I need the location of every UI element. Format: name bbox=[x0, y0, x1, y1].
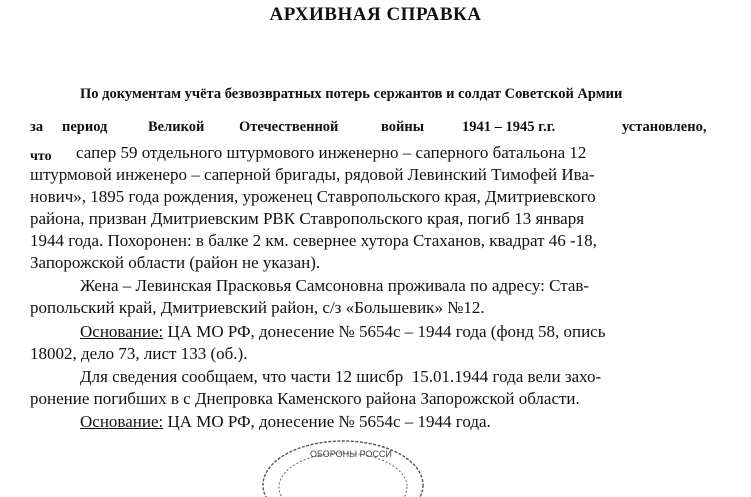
basis-2-label: Основание: bbox=[80, 412, 164, 431]
intro-word-otechestvennoy: Отечественной bbox=[239, 119, 339, 135]
intro-years: 1941 – 1945 г.г. bbox=[462, 119, 556, 135]
basis-2-text: ЦА МО РФ, донесение № 5654с – 1944 года. bbox=[163, 412, 491, 431]
body-line-5: 1944 года. Похоронен: в балке 2 км. севернее хутора Стаханов, квадрат 46 -18, bbox=[30, 231, 597, 250]
intro-line-1: По документам учёта безвозвратных потерь сержантов и солдат Советской Армии bbox=[80, 86, 623, 102]
intro-word-velikoy: Великой bbox=[148, 119, 205, 135]
intro-word-voyny: войны bbox=[381, 119, 425, 135]
basis-1-label: Основание: bbox=[80, 322, 164, 341]
intro-word-za: за bbox=[30, 119, 44, 135]
wife-line-2: ропольский край, Дмитриевский район, с/з «Большевик» №12. bbox=[30, 298, 485, 317]
body-line-4: района, призван Дмитриевским РВК Ставропольского края, погиб 13 января bbox=[30, 209, 585, 228]
intro-word-period: период bbox=[62, 119, 108, 135]
stamp-text: ОБОРОНЫ РОССИ bbox=[310, 449, 392, 459]
basis-2-line bbox=[80, 412, 491, 432]
info-line-2: ронение погибших в с Днепровка Каменского района Запорожской области. bbox=[30, 389, 580, 408]
basis-1-line-1 bbox=[80, 322, 605, 342]
body-line-2: штурмовой инженеро – саперной бригады, рядовой Левинский Тимофей Ива- bbox=[30, 165, 595, 184]
intro-word-ustanovleno: установлено, bbox=[622, 119, 707, 135]
intro-line-2 bbox=[30, 119, 720, 139]
basis-1-text: ЦА МО РФ, донесение № 5654с – 1944 года (фонд 58, опись bbox=[163, 322, 606, 341]
body-line-3: нович», 1895 года рождения, уроженец Ставропольского края, Дмитриевского bbox=[30, 187, 596, 206]
official-stamp bbox=[258, 437, 428, 497]
document-title: АРХИВНАЯ СПРАВКА bbox=[269, 4, 482, 25]
body-line-6: Запорожской области (район не указан). bbox=[30, 253, 321, 272]
intro-word-chto: что bbox=[30, 149, 52, 164]
body-line-1: сапер 59 отдельного штурмового инженерно – саперного батальона 12 bbox=[76, 143, 587, 162]
wife-line-1: Жена – Левинская Прасковья Самсоновна проживала по адресу: Став- bbox=[80, 276, 590, 295]
info-line-1: Для сведения сообщаем, что части 12 шисбр 15.01.1944 года вели захо- bbox=[80, 367, 602, 386]
basis-1-line-2: 18002, дело 73, лист 133 (об.). bbox=[30, 344, 248, 363]
